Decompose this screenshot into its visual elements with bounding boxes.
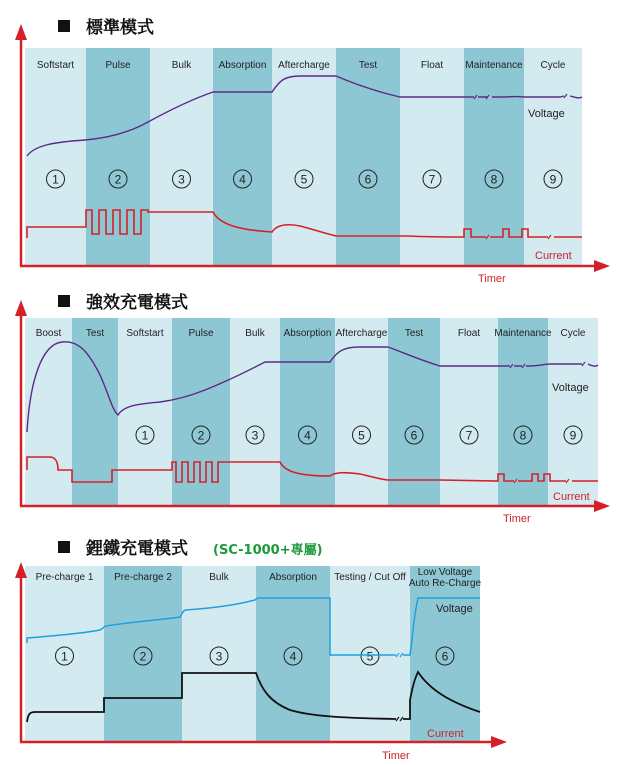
phase-band xyxy=(213,48,272,266)
phase-band xyxy=(524,48,582,266)
phase-label: Maintenance xyxy=(494,328,552,339)
diagram-title: 鋰鐵充電模式 xyxy=(86,539,188,559)
x-axis-arrow xyxy=(594,500,610,512)
step-number: 2 xyxy=(114,172,122,187)
y-axis-arrow xyxy=(15,300,27,316)
voltage-label: Voltage xyxy=(528,108,565,120)
phase-label: Pulse xyxy=(105,60,131,71)
step-number: 6 xyxy=(441,649,449,664)
current-label: Current xyxy=(427,728,464,740)
phase-label: Bulk xyxy=(171,60,192,71)
phase-label: Absorption xyxy=(283,328,332,339)
phase-label: Boost xyxy=(35,328,62,339)
step-number: 3 xyxy=(178,172,185,187)
title-bullet xyxy=(58,20,70,32)
diagram-standard-mode xyxy=(15,17,610,285)
phase-band xyxy=(464,48,524,266)
phase-band xyxy=(388,318,440,506)
current-label: Current xyxy=(535,250,572,262)
step-number: 5 xyxy=(300,172,308,187)
step-number: 1 xyxy=(141,428,149,443)
timer-label: Timer xyxy=(382,750,410,762)
voltage-label: Voltage xyxy=(552,382,589,394)
diagram-boost-mode xyxy=(15,292,610,525)
step-number: 4 xyxy=(289,649,297,664)
phase-band xyxy=(172,318,230,506)
phase-bands xyxy=(25,566,480,742)
timer-label: Timer xyxy=(503,513,531,525)
step-number: 3 xyxy=(251,428,259,443)
phase-band xyxy=(400,48,464,266)
phase-label: Maintenance xyxy=(465,60,523,71)
timer-label: Timer xyxy=(478,273,506,285)
diagram-title: 標準模式 xyxy=(86,18,154,38)
diagram-lifepo4-mode xyxy=(15,538,507,762)
phase-band xyxy=(280,318,335,506)
x-axis-arrow xyxy=(594,260,610,272)
phase-label: Float xyxy=(457,328,481,339)
current-label: Current xyxy=(553,491,590,503)
phase-band xyxy=(230,318,280,506)
step-number: 7 xyxy=(465,428,473,443)
phase-band xyxy=(150,48,213,266)
step-number: 5 xyxy=(358,428,365,443)
step-number: 2 xyxy=(197,428,205,443)
step-number: 4 xyxy=(239,172,246,187)
step-number: 5 xyxy=(366,649,374,664)
step-number: 8 xyxy=(490,172,498,187)
phase-label: Absorption xyxy=(218,60,267,71)
phase-band xyxy=(548,318,598,506)
phase-label: Aftercharge xyxy=(278,60,330,71)
phase-label: Softstart xyxy=(126,328,164,339)
title-bullet xyxy=(58,541,70,553)
step-number: 1 xyxy=(61,649,68,664)
phase-label: Test xyxy=(85,328,105,339)
step-number: 1 xyxy=(52,172,59,187)
step-number: 8 xyxy=(519,428,527,443)
phase-band xyxy=(25,318,72,506)
diagram-subtitle: (SC-1000+專屬) xyxy=(213,543,323,558)
phase-label: Softstart xyxy=(36,60,75,71)
title-bullet xyxy=(58,295,70,307)
phase-band xyxy=(118,318,172,506)
phase-label: Bulk xyxy=(209,572,229,583)
step-number: 3 xyxy=(215,649,223,664)
phase-label: Cycle xyxy=(540,60,566,71)
phase-label: Aftercharge xyxy=(335,328,388,339)
y-axis-arrow xyxy=(15,24,27,40)
step-number: 9 xyxy=(569,428,577,443)
diagram-title: 強效充電模式 xyxy=(86,293,188,313)
phase-label: Pre-charge 2 xyxy=(114,572,172,583)
phase-labels xyxy=(37,60,566,71)
phase-label: Test xyxy=(404,328,424,339)
phase-label: Pre-charge 1 xyxy=(35,572,94,583)
phase-label: Low Voltage Auto Re-Charge xyxy=(408,567,482,589)
phase-label: Pulse xyxy=(188,328,214,339)
phase-label: Cycle xyxy=(560,328,586,339)
step-number: 4 xyxy=(304,428,311,443)
x-axis-arrow xyxy=(491,736,507,748)
phase-band xyxy=(25,48,86,266)
step-number: 7 xyxy=(428,172,436,187)
phase-bands xyxy=(25,318,598,506)
phase-band xyxy=(498,318,548,506)
phase-band xyxy=(440,318,498,506)
step-number: 2 xyxy=(139,649,147,664)
step-number: 9 xyxy=(549,172,557,187)
phase-label: Bulk xyxy=(245,328,265,339)
phase-label: Float xyxy=(420,60,444,71)
voltage-label: Voltage xyxy=(436,603,473,615)
step-number: 6 xyxy=(410,428,418,443)
step-number: 6 xyxy=(364,172,372,187)
phase-label: Absorption xyxy=(269,572,317,583)
phase-band xyxy=(335,318,388,506)
phase-label: Test xyxy=(358,60,378,71)
phase-label: Testing / Cut Off xyxy=(334,572,406,583)
